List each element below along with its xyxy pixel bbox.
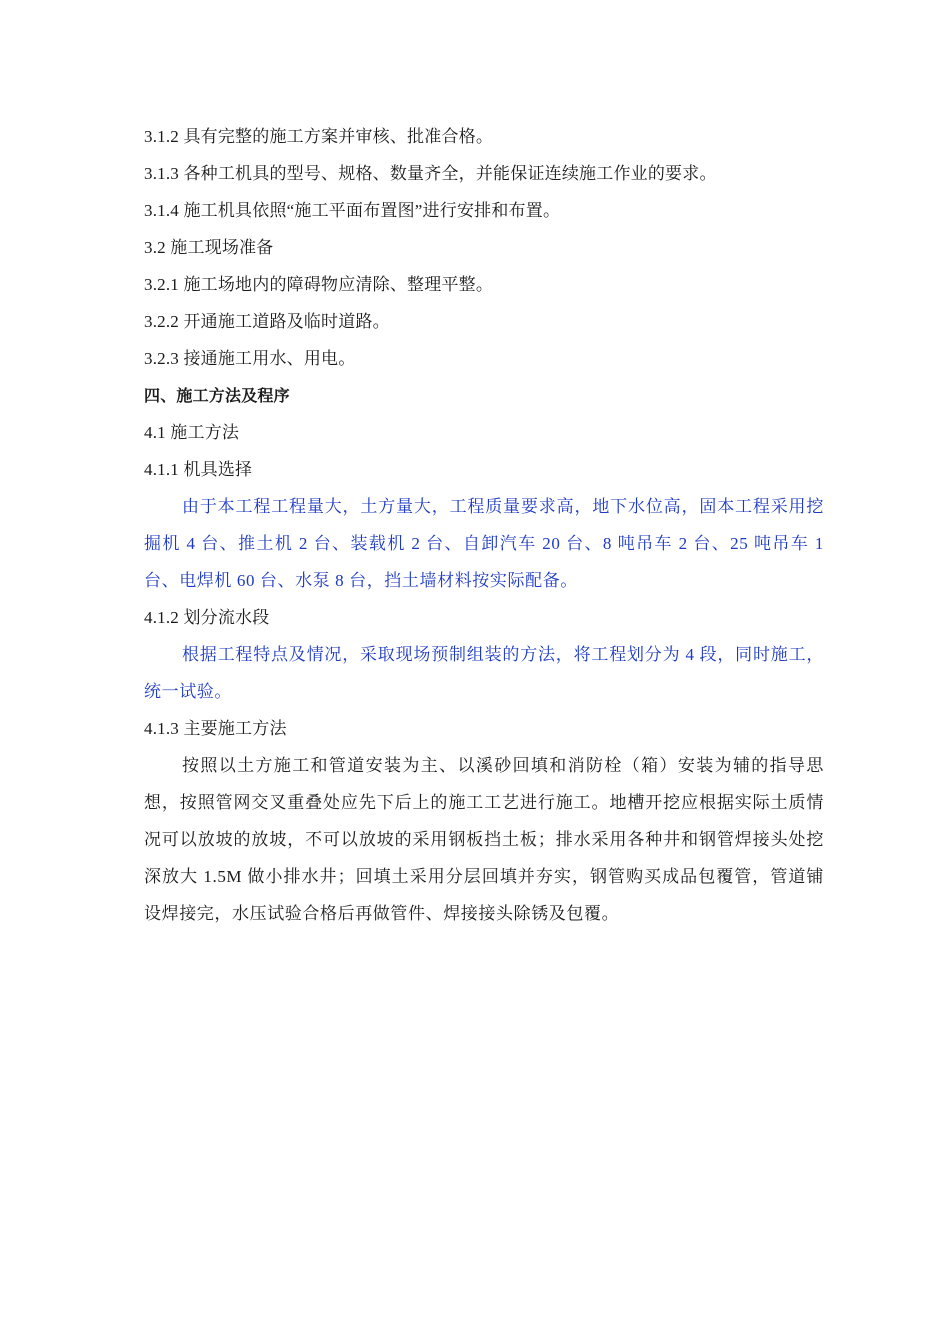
section-4-1-heading: 4.1 施工方法 xyxy=(144,423,240,442)
section-4-1-2-heading: 4.1.2 划分流水段 xyxy=(144,608,270,627)
item-3-1-2: 3.1.2 具有完整的施工方案并审核、批准合格。 xyxy=(144,127,494,146)
section-4-1-3-heading: 4.1.3 主要施工方法 xyxy=(144,719,287,738)
section-3-2-heading: 3.2 施工现场准备 xyxy=(144,238,274,257)
section-4-1-1-heading: 4.1.1 机具选择 xyxy=(144,460,253,479)
equipment-paragraph: 由于本工程工程量大，土方量大，工程质量要求高，地下水位高，固本工程采用挖掘机 4 台、推土机 2 台、装载机 2 台、自卸汽车 20 台、8 吨吊车 2 台、25 吨吊车 1 台、电焊机 60 台、水泵 8 台，挡土墙材料按实际配备。 xyxy=(144,497,824,590)
item-3-1-3: 3.1.3 各种工机具的型号、规格、数量齐全，并能保证连续施工作业的要求。 xyxy=(144,164,717,183)
section-4-heading: 四、施工方法及程序 xyxy=(144,386,290,405)
item-3-2-3: 3.2.3 接通施工用水、用电。 xyxy=(144,349,356,368)
item-3-2-1: 3.2.1 施工场地内的障碍物应清除、整理平整。 xyxy=(144,275,494,294)
document-page xyxy=(144,118,824,932)
item-3-1-4: 3.1.4 施工机具依照“施工平面布置图”进行安排和布置。 xyxy=(144,201,561,220)
item-3-2-2: 3.2.2 开通施工道路及临时道路。 xyxy=(144,312,390,331)
method-paragraph: 按照以土方施工和管道安装为主、以溪砂回填和消防栓（箱）安装为辅的指导思想，按照管网交叉重叠处应先下后上的施工工艺进行施工。地槽开挖应根据实际土质情况可以放坡的放坡，不可以放坡的采用钢板挡土板；排水采用各种井和钢管焊接头处挖深放大 1.5M 做小排水井；回填土采用分层回填并夯实，钢管购买成品包覆管，管道铺设焊接完，水压试验合格后再做管件、焊接接头除锈及包覆。 xyxy=(144,756,824,923)
segment-paragraph: 根据工程特点及情况，采取现场预制组装的方法，将工程划分为 4 段，同时施工，统一试验。 xyxy=(144,645,824,701)
